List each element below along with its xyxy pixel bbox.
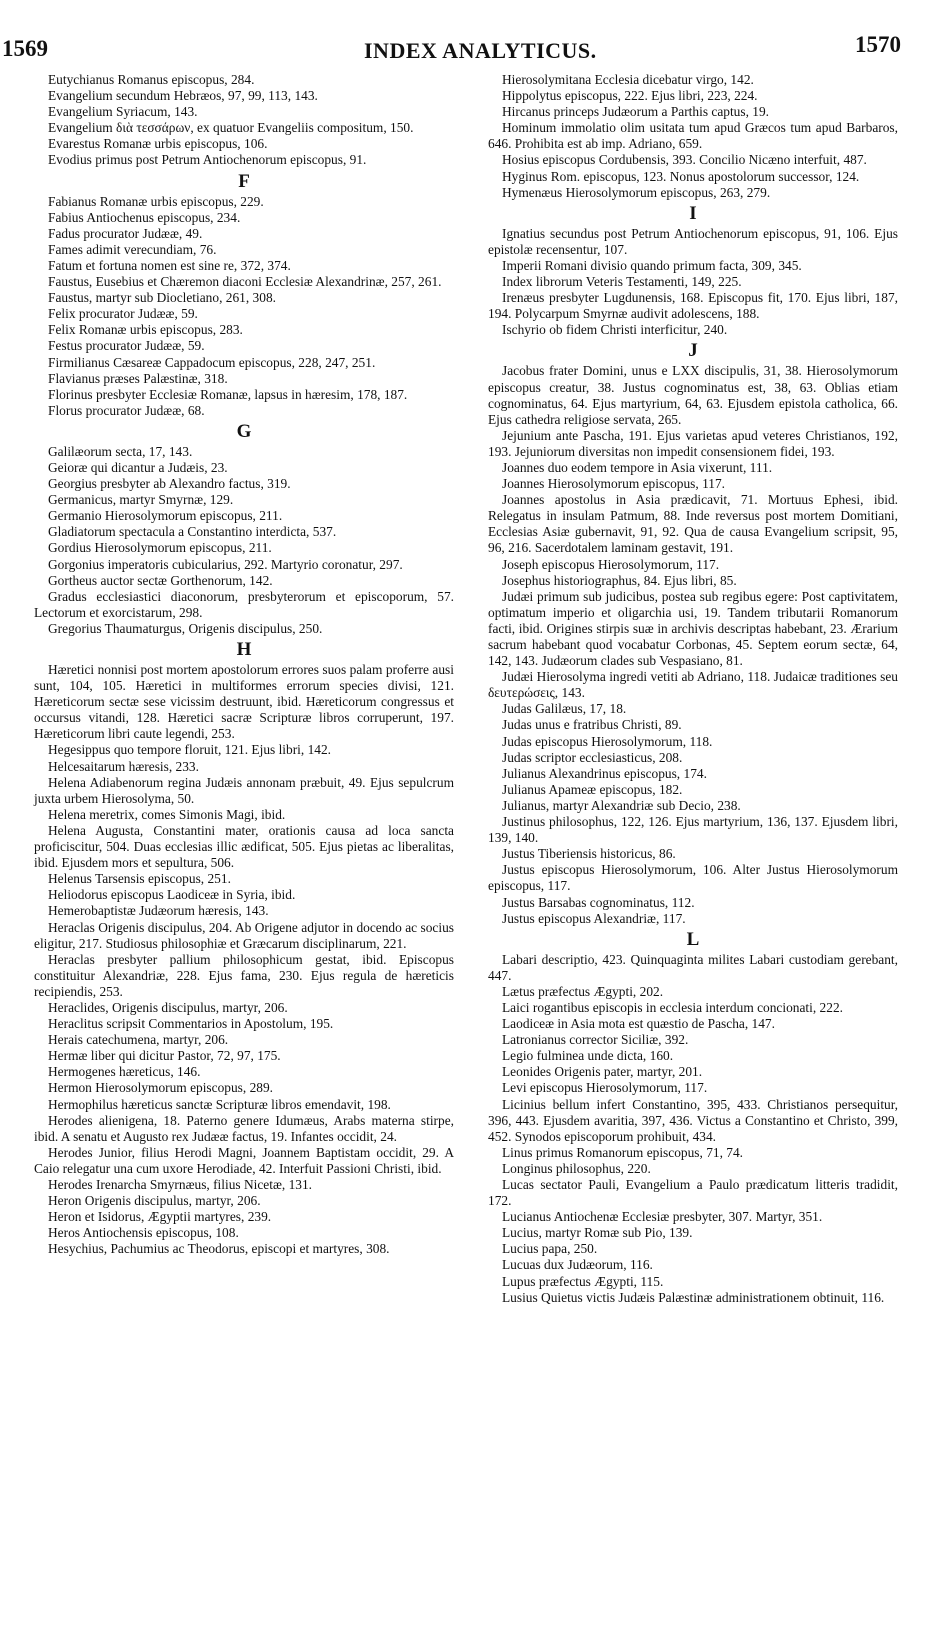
index-entry: Heliodorus episcopus Laodiceæ in Syria, ibid. [48,887,296,903]
index-entry: Evodius primus post Petrum Antiochenorum episcopus, 91. [48,152,367,168]
section-letter: G [236,420,252,442]
index-entry: Hermon Hierosolymorum episcopus, 289. [48,1080,274,1096]
index-entry: Galilæorum secta, 17, 143. [48,443,193,459]
index-entry: Justinus philosophus, 122, 126. Ejus martyrium, 136, 137. Ejusdem libri, 139, 140. [488,814,898,846]
index-entry: Lætus præfectus Ægypti, 202. [502,983,664,999]
index-entry: Index librorum Veteris Testamenti, 149, 225. [502,274,742,290]
index-entry: Gregorius Thaumaturgus, Origenis discipulus, 250. [48,620,323,636]
index-entry: Joseph episcopus Hierosolymorum, 117. [502,556,720,572]
section-letter: L [686,928,700,950]
index-entry: Gortheus auctor sectæ Gorthenorum, 142. [48,572,273,588]
index-entry: Hesychius, Pachumius ac Theodorus, episcopi et martyres, 308. [48,1241,390,1257]
index-entry: Judas unus e fratribus Christi, 89. [502,717,682,733]
index-entry: Firmilianus Cæsareæ Cappadocum episcopus, 228, 247, 251. [48,354,376,370]
page-title: INDEX ANALYTICUS. [364,38,597,63]
index-entry: Jacobus frater Domini, unus e LXX discipulis, 31, 38. Hierosolymorum episcopus creatur, 38. Justus cognominatus est, 38, 63. Oblias etiam cognominatus, 64. Ejus martyrium, 64, 63. Ejusdem epistola catholica, 66. Ejus cathedra religiose servata, 265. [488,363,898,427]
index-entry: Herodes alienigena, 18. Paterno genere Idumæus, Arabs materna stirpe, ibid. A senatu et Augusto rex Judææ factus, 19. Infantes occidit, 24. [34,1112,454,1144]
index-entry: Lucas sectator Pauli, Evangelium a Paulo prædicatum litteris tradidit, 172. [488,1177,898,1209]
index-entry: Lucuas dux Judæorum, 116. [502,1257,653,1273]
index-entry: Hosius episcopus Cordubensis, 393. Concilio Nicæno interfuit, 487. [502,152,867,168]
index-entry: Justus Tiberiensis historicus, 86. [502,846,676,862]
index-entry: Labari descriptio, 423. Quinquaginta milites Labari custodiam gerebant, 447. [488,951,898,983]
index-entry: Hemerobaptistæ Judæorum hæresis, 143. [48,903,269,919]
index-entry: Hominum immolatio olim usitata tum apud Græcos tum apud Barbaros, 646. Prohibita est ab imp. Adriano, 659. [488,120,898,152]
index-entry: Florus procurator Judææ, 68. [48,402,205,418]
index-entry: Imperii Romani divisio quando primum facta, 309, 345. [502,257,802,273]
right-column [488,72,898,1306]
index-entry: Julianus Apameæ episcopus, 182. [502,781,683,797]
section-letter: I [689,202,697,224]
index-entry: Herodes Irenarcha Smyrnæus, filius Nicetæ, 131. [48,1177,313,1192]
index-entry: Lupus præfectus Ægypti, 115. [502,1273,664,1289]
index-entry: Florinus presbyter Ecclesiæ Romanæ, lapsus in hæresim, 178, 187. [48,386,408,402]
index-entry: Heraclas Origenis discipulus, 204. Ab Origene adjutor in docendo ac socius eligitur, 217. Studiosus philosophiæ et Græcarum disciplinarum, 221. [34,919,454,951]
index-entry: Hierosolymitana Ecclesia dicebatur virgo, 142. [502,72,754,87]
index-entry: Helena meretrix, comes Simonis Magi, ibid. [48,806,286,822]
index-entry: Leonides Origenis pater, martyr, 201. [502,1064,703,1080]
index-entry: Hippolytus episcopus, 222. Ejus libri, 223, 224. [502,88,758,104]
index-entry: Gordius Hierosolymorum episcopus, 211. [48,540,272,556]
index-entry: Joannes apostolus in Asia prædicavit, 71. Mortuus Ephesi, ibid. Relegatus in insulam Patmum, 88. Inde reversus post mortem Domitiani, Ecclesias Asiæ gubernavit, 91, 92. Qua de causa Evangelium scripsit, 95, 96, 216. Sacerdotalem laminam gestavit, 191. [488,492,898,556]
index-entry: Evangelium secundum Hebræos, 97, 99, 113, 143. [48,88,318,104]
index-entry: Evarestus Romanæ urbis episcopus, 106. [48,136,268,152]
index-entry: Hegesippus quo tempore floruit, 121. Ejus libri, 142. [48,742,332,758]
index-entry: Judas episcopus Hierosolymorum, 118. [502,733,713,749]
index-entry: Ignatius secundus post Petrum Antiochenorum episcopus, 91, 106. Ejus epistolæ recensentur, 107. [488,225,898,257]
index-entry: Heraclas presbyter pallium philosophicum gestat, ibid. Episcopus constituitur Alexandriæ, 228. Ejus fama, 230. Ejus regula de hæreticis recipiendis, 253. [34,951,454,999]
index-entry: Heros Antiochensis episcopus, 108. [48,1225,239,1241]
index-entry: Evangelium διὰ τεσσάρων, ex quatuor Evangeliis compositum, 150. [48,120,414,136]
index-entry: Irenæus presbyter Lugdunensis, 168. Episcopus fit, 170. Ejus libri, 187, 194. Polycarpum Smyrnæ audivit adolescens, 188. [488,290,898,322]
index-entry: Hymenæus Hierosolymorum episcopus, 263, 279. [502,184,771,200]
index-entry: Germanio Hierosolymorum episcopus, 211. [48,508,283,524]
index-entry: Georgius presbyter ab Alexandro factus, 319. [48,476,291,492]
index-entry: Julianus, martyr Alexandriæ sub Decio, 238. [502,797,741,813]
index-entry: Helcesaitarum hæresis, 233. [48,758,199,774]
index-entry: Lucius papa, 250. [502,1241,598,1257]
index-entry: Herodes Junior, filius Herodi Magni, Joannem Baptistam occidit, 29. A Caio relegatur una cum uxore Herodiade, 42. Interfuit Passioni Christi, ibid. [34,1144,454,1176]
index-entry: Fadus procurator Judææ, 49. [48,225,203,241]
index-entry: Evangelium Syriacum, 143. [48,104,198,120]
index-entry: Linus primus Romanorum episcopus, 71, 74. [502,1144,744,1160]
index-entry: Levi episcopus Hierosolymorum, 117. [502,1080,708,1096]
index-entry: Heron Origenis discipulus, martyr, 206. [48,1193,261,1209]
index-entry: Eutychianus Romanus episcopus, 284. [48,72,255,87]
index-entry: Gorgonius imperatoris cubicularius, 292. Martyrio coronatur, 297. [48,556,403,572]
left-column [34,72,454,1257]
index-entry: Laici rogantibus episcopis in ecclesia interdum concionati, 222. [502,999,843,1015]
index-entry: Helena Adiabenorum regina Judæis annonam præbuit, 49. Ejus sepulcrum juxta urbem Hierosolyma, 50. [34,774,454,806]
index-entry: Gladiatorum spectacula a Constantino interdicta, 537. [48,524,337,540]
index-entry: Joannes Hierosolymorum episcopus, 117. [502,476,726,492]
index-entry: Felix Romanæ urbis episcopus, 283. [48,322,243,338]
index-entry: Judas scriptor ecclesiasticus, 208. [502,749,683,765]
index-entry: Hyginus Rom. episcopus, 123. Nonus apostolorum successor, 124. [502,168,860,184]
section-letter: J [688,340,698,362]
index-entry: Lucius, martyr Romæ sub Pio, 139. [502,1225,693,1241]
index-entry: Hircanus princeps Judæorum a Parthis captus, 19. [502,104,770,120]
index-entry: Judæi Hierosolyma ingredi vetiti ab Adriano, 118. Judaicæ traditiones seu δευτερώσεις, 143. [488,669,898,701]
index-entry: Heraclitus scripsit Commentarios in Apostolum, 195. [48,1016,334,1032]
index-entry: Fabius Antiochenus episcopus, 234. [48,209,241,225]
index-entry: Longinus philosophus, 220. [502,1160,651,1176]
index-entry: Legio fulminea unde dicta, 160. [502,1048,674,1064]
index-entry: Josephus historiographus, 84. Ejus libri, 85. [502,572,737,588]
index-entry: Faustus, Eusebius et Chæremon diaconi Ecclesiæ Alexandrinæ, 257, 261. [48,274,442,290]
index-entry: Heraclides, Origenis discipulus, martyr, 206. [48,999,288,1015]
index-entry: Flavianus præses Palæstinæ, 318. [48,370,228,386]
index-entry: Latronianus corrector Siciliæ, 392. [502,1032,689,1048]
index-entry: Geioræ qui dicantur a Judæis, 23. [48,459,228,475]
index-entry: Judæi primum sub judicibus, postea sub regibus egere: Post captivitatem, optimatum imperio et oligarchia usi, 19. Tandem tributarii Romanorum facti, ibid. Origines stirpis suæ in archivis descriptas habebant, 23. Ærarium sacrum habebant quod vocabatur Corbonas, 45. Septem eorum sectæ, 64, 142, 143. Judæorum clades sub Vespasiano, 81. [488,588,898,669]
index-entry: Gradus ecclesiastici diaconorum, presbyterorum et episcoporum, 57. Lectorum et exorcistarum, 298. [34,588,454,620]
index-entry: Justus episcopus Hierosolymorum, 106. Alter Justus Hierosolymorum episcopus, 117. [488,862,898,894]
index-entry: Helenus Tarsensis episcopus, 251. [48,871,231,887]
index-entry: Felix procurator Judææ, 59. [48,306,198,322]
index-entry: Ischyrio ob fidem Christi interficitur, 240. [502,322,728,338]
index-entry: Justus Barsabas cognominatus, 112. [502,894,695,910]
index-entry: Lucianus Antiochenæ Ecclesiæ presbyter, 307. Martyr, 351. [502,1209,823,1225]
index-entry: Heron et Isidorus, Ægyptii martyres, 239. [48,1209,272,1225]
index-entry: Jejunium ante Pascha, 191. Ejus varietas apud veteres Christianos, 192, 193. Jejuniorum diversitas non impedit consensionem fidei, 193. [488,427,898,459]
index-entry: Judas Galilæus, 17, 18. [502,701,627,717]
index-entry: Justus episcopus Alexandriæ, 117. [502,910,686,926]
section-letter: F [238,170,250,192]
section-letter: H [236,639,252,660]
index-entry: Julianus Alexandrinus episcopus, 174. [502,765,707,781]
index-entry: Hermæ liber qui dicitur Pastor, 72, 97, 175. [48,1048,281,1064]
index-entry: Faustus, martyr sub Diocletiano, 261, 308. [48,290,276,306]
index-entry: Germanicus, martyr Smyrnæ, 129. [48,492,234,508]
index-entry: Herais catechumena, martyr, 206. [48,1032,229,1048]
index-entry: Hermogenes hæreticus, 146. [48,1064,201,1080]
index-entry: Joannes duo eodem tempore in Asia vixerunt, 111. [502,459,773,475]
page-number-right: 1570 [855,32,901,57]
index-entry: Fatum et fortuna nomen est sine re, 372, 374. [48,257,291,273]
index-entry: Helena Augusta, Constantini mater, orationis causa ad loca sancta proficiscitur, 504. Duas ecclesias illic ædificat, 505. Ejus pietas ac liberalitas, ibid. Ejusdem mors et sepultura, 506. [34,822,454,871]
page-number-left: 1569 [2,36,48,61]
index-entry: Licinius bellum infert Constantino, 395, 433. Christianos persequitur, 396, 443. Ejusdem avaritia, 397, 436. Victus a Constantino et Christo, 399, 452. Synodos episcoporum prohibuit, 434. [488,1096,898,1144]
index-entry: Hæretici nonnisi post mortem apostolorum errores suos palam proferre ausi sunt, 104, 105. Hæretici in multiformes errorum species divisi, 121. Hæreticorum sectæ sese vicissim destruunt, ibid. Hæreticorum congressus et occursus vitandi, 128. Hæretici sacræ Scripturæ libros corruperunt, 197. Hæreticorum libri caute legendi, 253. [34,662,454,742]
index-entry: Hermophilus hæreticus sanctæ Scripturæ libros emendavit, 198. [48,1096,391,1112]
index-entry: Festus procurator Judææ, 59. [48,338,205,354]
index-entry: Laodiceæ in Asia mota est quæstio de Pascha, 147. [502,1016,775,1032]
index-entry: Fames adimit verecundiam, 76. [48,241,217,257]
index-entry: Fabianus Romanæ urbis episcopus, 229. [48,193,264,209]
index-entry: Lusius Quietus victis Judæis Palæstinæ administrationem obtinuit, 116. [502,1289,885,1305]
running-header [0,30,925,64]
